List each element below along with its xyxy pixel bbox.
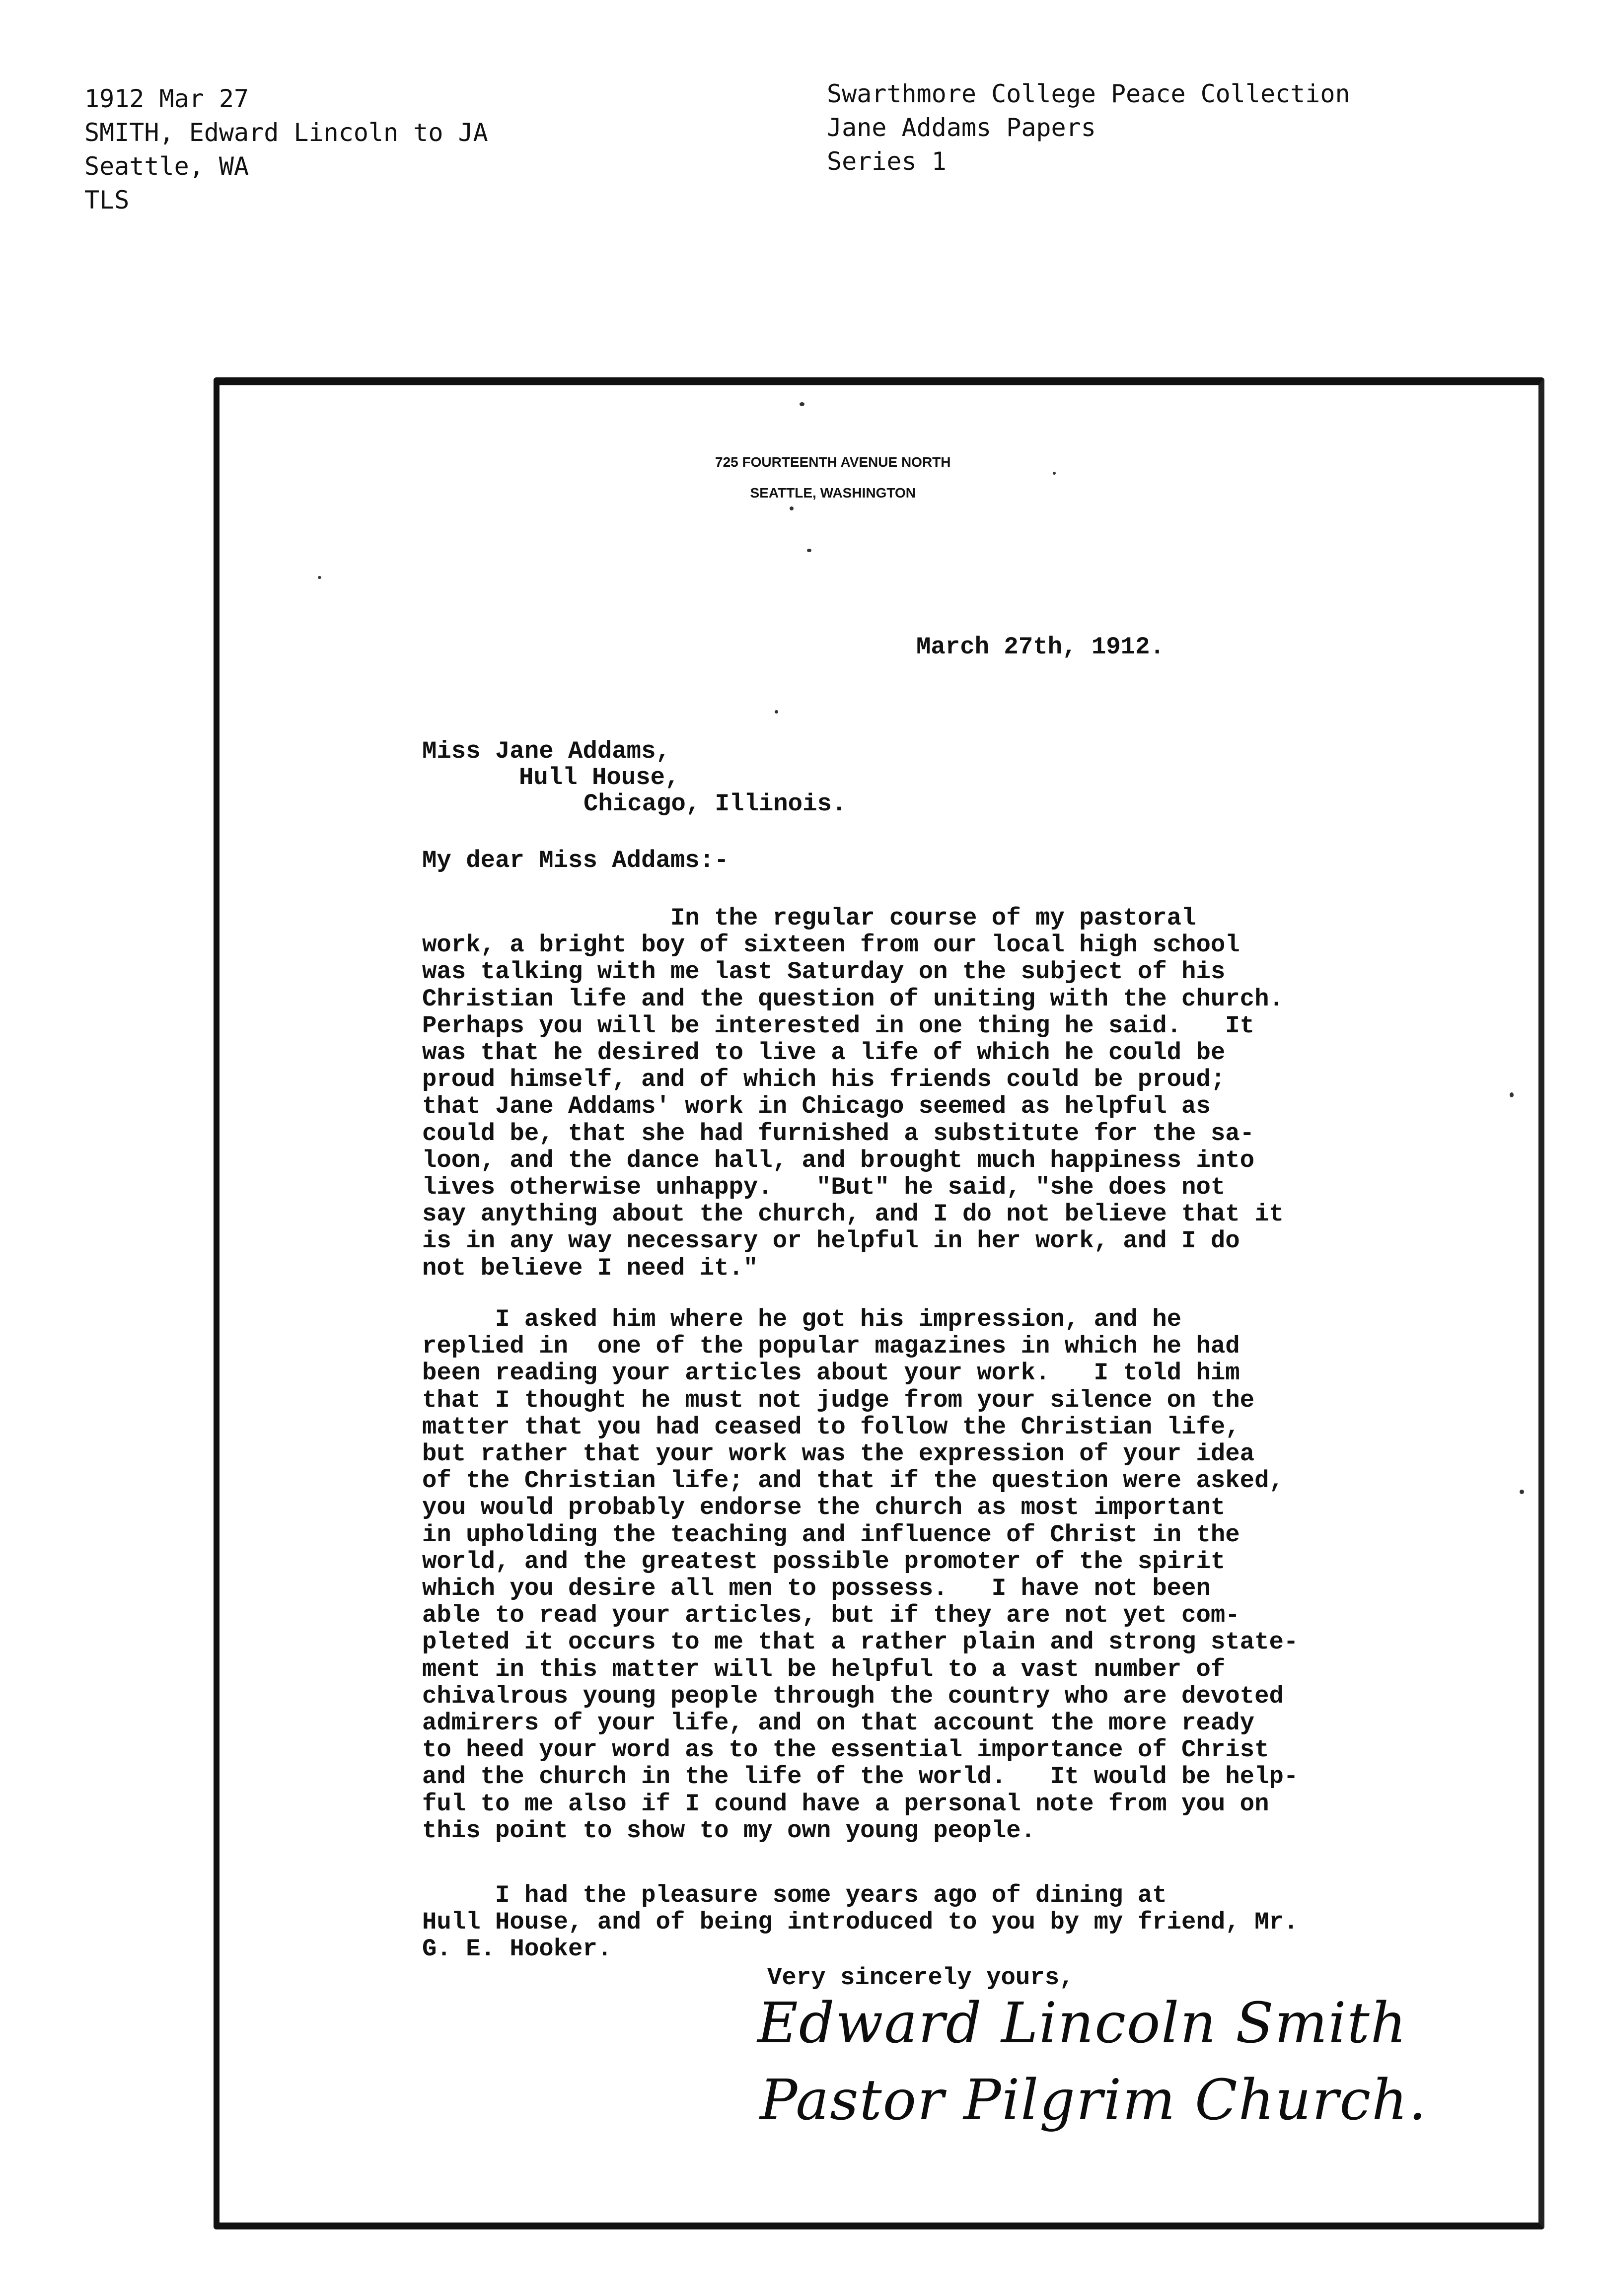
text-line: say anything about the church, and I do not believe that it — [422, 1200, 1284, 1228]
text-line: I had the pleasure some years ago of dining at — [422, 1881, 1167, 1909]
archive-place: Seattle, WA — [84, 152, 249, 181]
text-line: was that he desired to live a life of which he could be — [422, 1039, 1226, 1067]
photocopy-speckle — [1510, 1092, 1514, 1097]
text-line: been reading your articles about your work. I told him — [422, 1359, 1240, 1387]
handwritten-signature: Edward Lincoln Smith — [757, 1991, 1407, 2056]
text-line: replied in one of the popular magazines in which he had — [422, 1332, 1240, 1361]
text-line: that I thought he must not judge from your silence on the — [422, 1386, 1255, 1414]
archive-date: 1912 Mar 27 — [84, 84, 249, 113]
text-line: lives otherwise unhappy. "But" he said, "she does not — [422, 1173, 1226, 1202]
text-line: matter that you had ceased to follow the Christian life, — [422, 1413, 1240, 1441]
text-line: you would probably endorse the church as most important — [422, 1494, 1226, 1522]
photocopy-speckle — [318, 576, 321, 579]
closing: Very sincerely yours, — [767, 1964, 1074, 1992]
text-line: not believe I need it." — [422, 1254, 758, 1282]
text-line: but rather that your work was the expression of your idea — [422, 1440, 1255, 1468]
archive-metadata — [84, 82, 488, 217]
archive-collection-name: Swarthmore College Peace Collection — [827, 79, 1350, 108]
text-line: of the Christian life; and that if the question were asked, — [422, 1467, 1284, 1495]
text-line: and the church in the life of the world. It would be help- — [422, 1763, 1299, 1791]
text-line: pleted it occurs to me that a rather plain and strong state- — [422, 1628, 1299, 1656]
handwritten-title: Pastor Pilgrim Church. — [760, 2068, 1427, 2133]
text-line: world, and the greatest possible promoter of the spirit — [422, 1547, 1226, 1576]
text-line: which you desire all men to possess. I have not been — [422, 1575, 1211, 1603]
text-line: ment in this matter will be helpful to a vast number of — [422, 1655, 1226, 1683]
text-line: ful to me also if I cound have a personal note from you on — [422, 1790, 1269, 1818]
text-line: chivalrous young people through the country who are devoted — [422, 1682, 1284, 1710]
letterhead-city: SEATTLE, WASHINGTON — [750, 485, 916, 501]
text-line: could be, that she had furnished a substitute for the sa- — [422, 1119, 1255, 1148]
text-line: to heed your word as to the essential importance of Christ — [422, 1736, 1269, 1764]
recipient-institution: Hull House, — [519, 764, 680, 791]
text-line: Christian life and the question of uniting with the church. — [422, 985, 1284, 1013]
text-line: Perhaps you will be interested in one thing he said. It — [422, 1011, 1255, 1040]
body-paragraph-1 — [422, 905, 1284, 1282]
letter-date: March 27th, 1912. — [916, 633, 1165, 661]
text-line: G. E. Hooker. — [422, 1935, 612, 1963]
text-line: work, a bright boy of sixteen from our local high school — [422, 931, 1240, 959]
letterhead-street: 725 FOURTEENTH AVENUE NORTH — [715, 454, 951, 470]
photocopy-speckle — [775, 710, 778, 714]
text-line: admirers of your life, and on that account the more ready — [422, 1709, 1255, 1737]
text-line: proud himself, and of which his friends could be proud; — [422, 1066, 1226, 1094]
body-paragraph-2 — [422, 1306, 1298, 1844]
text-line: in upholding the teaching and influence of Christ in the — [422, 1520, 1240, 1549]
recipient-name: Miss Jane Addams, — [422, 737, 670, 765]
photocopy-speckle — [807, 549, 811, 552]
text-line: that Jane Addams' work in Chicago seemed as helpful as — [422, 1092, 1211, 1121]
text-line: this point to show to my own young people. — [422, 1816, 1036, 1845]
text-line: is in any way necessary or helpful in her work, and I do — [422, 1227, 1240, 1255]
text-line: I asked him where he got his impression, and he — [422, 1305, 1182, 1333]
text-line: was talking with me last Saturday on the subject of his — [422, 958, 1226, 986]
text-line: able to read your articles, but if they are not yet com- — [422, 1601, 1240, 1630]
archive-correspondents: SMITH, Edward Lincoln to JA — [84, 118, 488, 147]
letterhead — [715, 447, 951, 508]
photocopy-speckle — [1520, 1490, 1524, 1494]
text-line: loon, and the dance hall, and brought much happiness into — [422, 1146, 1255, 1174]
text-line: Hull House, and of being introduced to you by my friend, Mr. — [422, 1908, 1299, 1937]
salutation: My dear Miss Addams:- — [422, 847, 729, 874]
archive-collection — [827, 77, 1350, 178]
photocopy-speckle — [800, 402, 804, 406]
photocopy-speckle — [1053, 472, 1056, 475]
text-line: In the regular course of my pastoral — [422, 904, 1196, 932]
archive-doc-type: TLS — [84, 186, 130, 215]
archive-series: Series 1 — [827, 147, 947, 176]
archive-papers: Jane Addams Papers — [827, 113, 1096, 142]
body-paragraph-3 — [422, 1882, 1298, 1963]
recipient-city: Chicago, Illinois. — [584, 790, 847, 818]
